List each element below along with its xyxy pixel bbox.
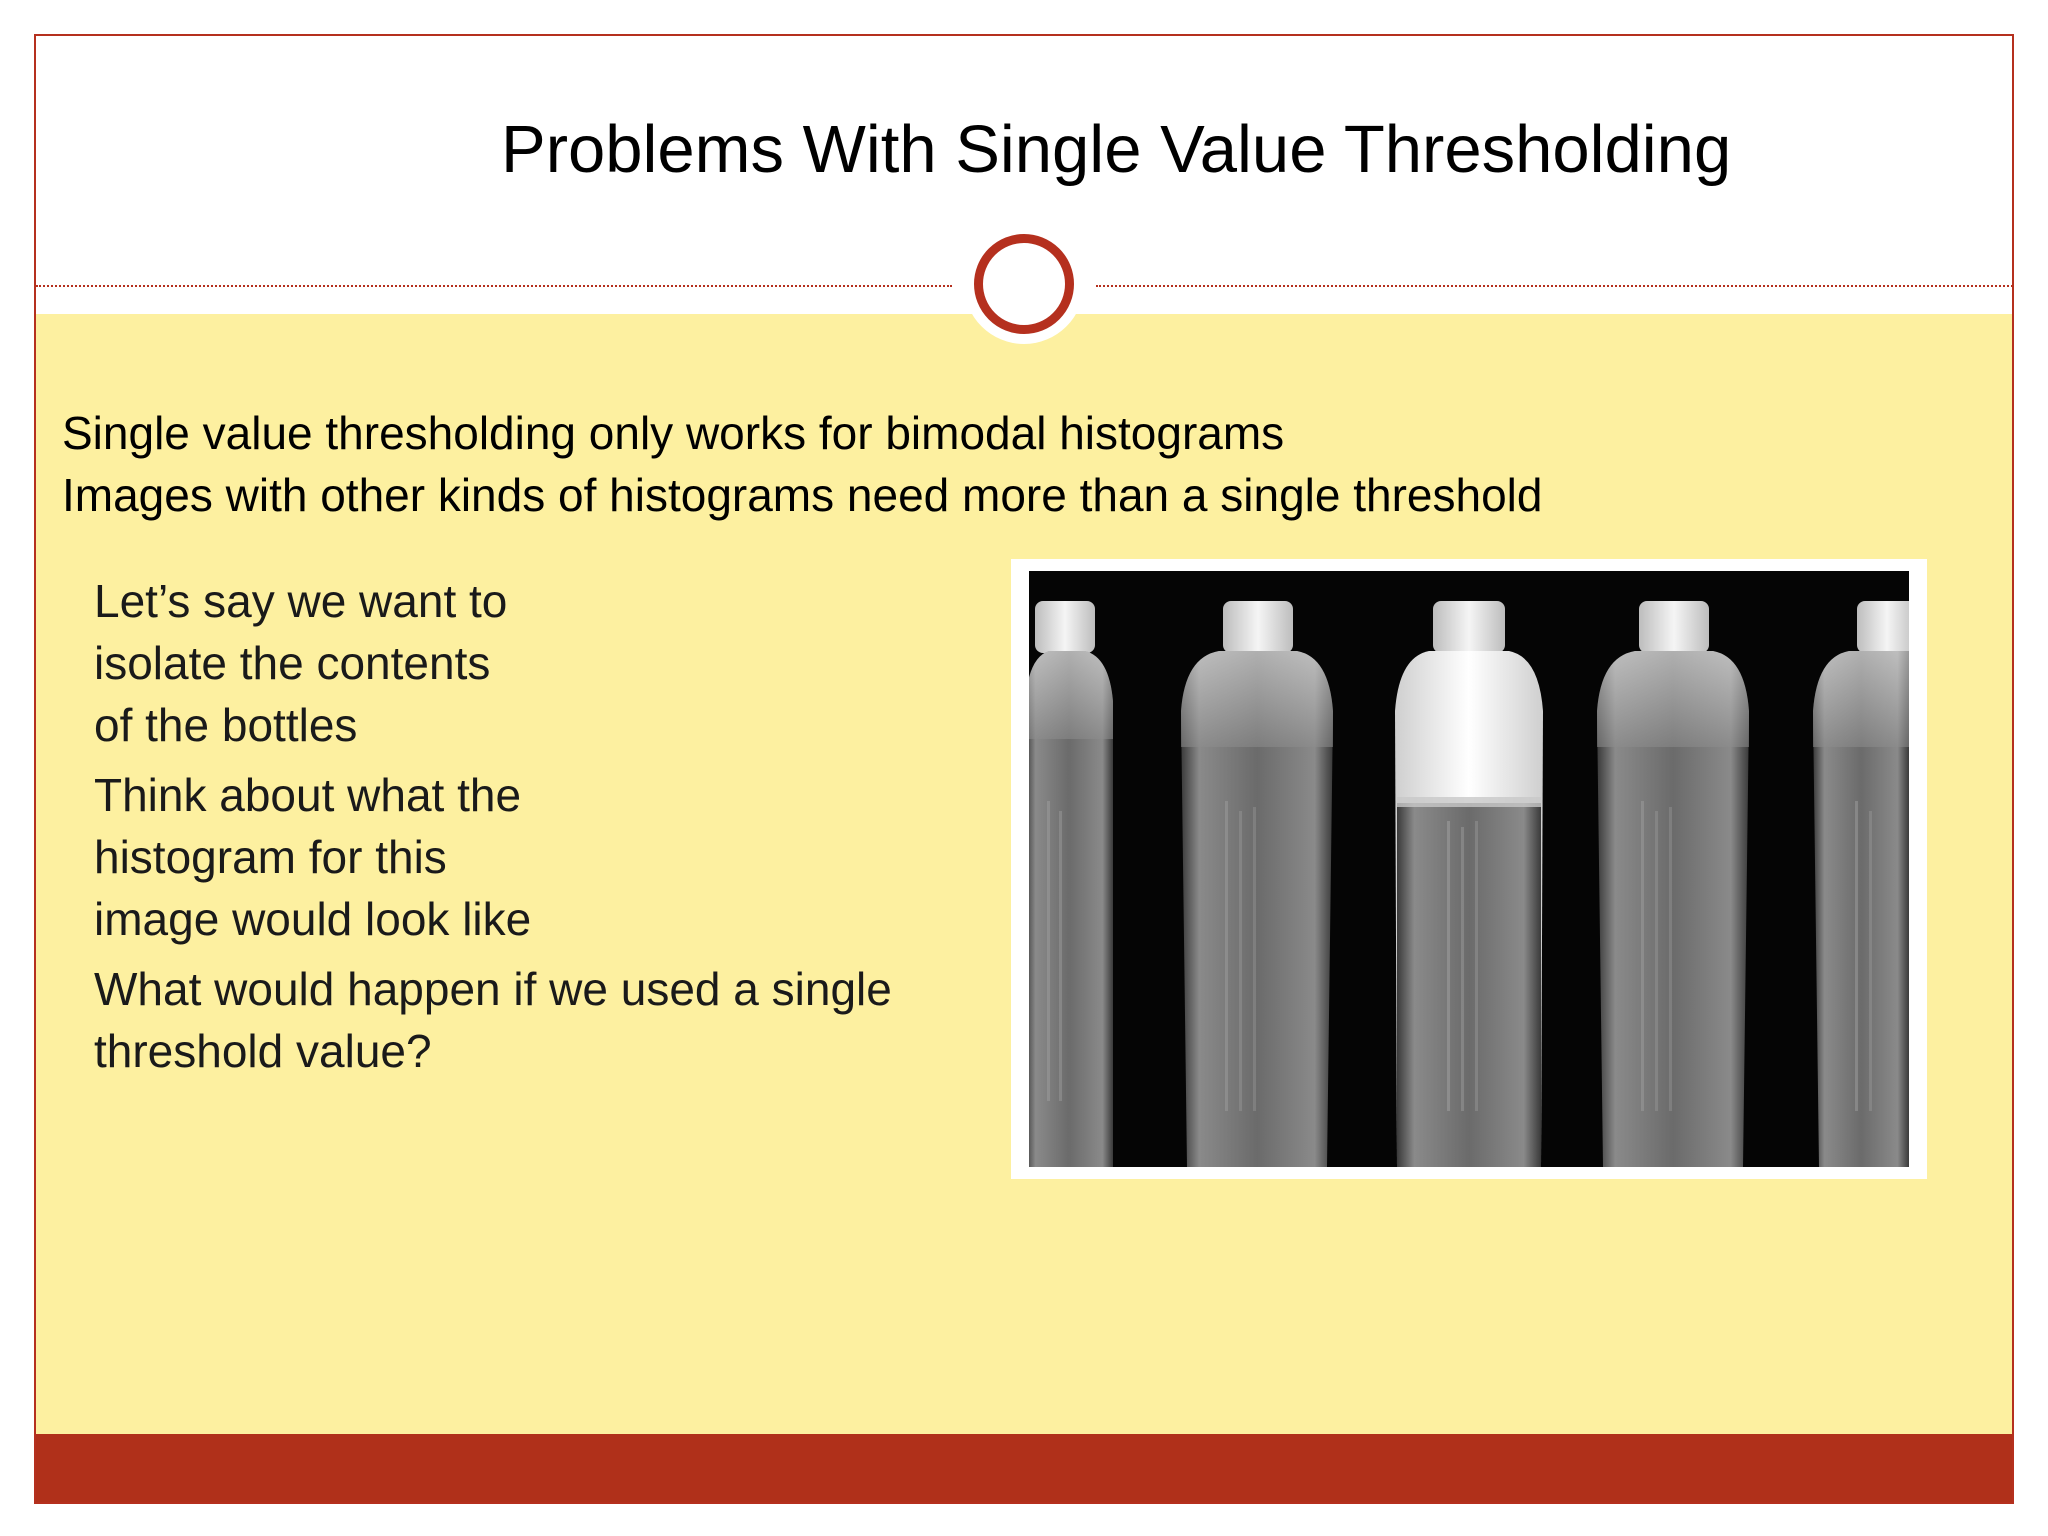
bottles-xray-image	[1011, 559, 1927, 1179]
bottle-2	[1181, 601, 1333, 1167]
bullet-line: histogram for this	[94, 831, 447, 883]
ornament-ring	[974, 234, 1074, 334]
intro-text	[62, 402, 1542, 526]
bullet-line: of the bottles	[94, 699, 358, 751]
title-ornament-circle	[964, 224, 1084, 344]
slide	[34, 34, 2014, 1504]
bottle-3-low-fill	[1395, 601, 1543, 1167]
bullet-line: Let’s say we want to	[94, 575, 508, 627]
content-area	[36, 314, 2012, 1434]
bullet-line: isolate the contents	[94, 637, 491, 689]
bullet-line: image would look like	[94, 893, 532, 945]
slide-title: Problems With Single Value Thresholding	[501, 112, 1732, 187]
title-divider-left	[36, 285, 952, 287]
footer-bar	[36, 1434, 2012, 1504]
bullet-list	[94, 570, 1014, 1090]
intro-line-1: Single value thresholding only works for bimodal histograms	[62, 407, 1285, 459]
intro-line-2: Images with other kinds of histograms need more than a single threshold	[62, 469, 1543, 521]
bottle-5	[1813, 601, 1909, 1167]
bottle-1	[1029, 601, 1113, 1167]
bullet-item-histogram	[94, 764, 1014, 950]
bottle-4	[1597, 601, 1749, 1167]
bottles-xray-picture	[1029, 571, 1909, 1167]
bullet-item-isolate	[94, 570, 1014, 756]
title-divider-right	[1096, 285, 2014, 287]
bullet-line: threshold value?	[94, 1025, 432, 1077]
bullet-line: What would happen if we used a single	[94, 963, 892, 1015]
bullet-line: Think about what the	[94, 769, 522, 821]
bullet-item-single-threshold	[94, 958, 1014, 1082]
